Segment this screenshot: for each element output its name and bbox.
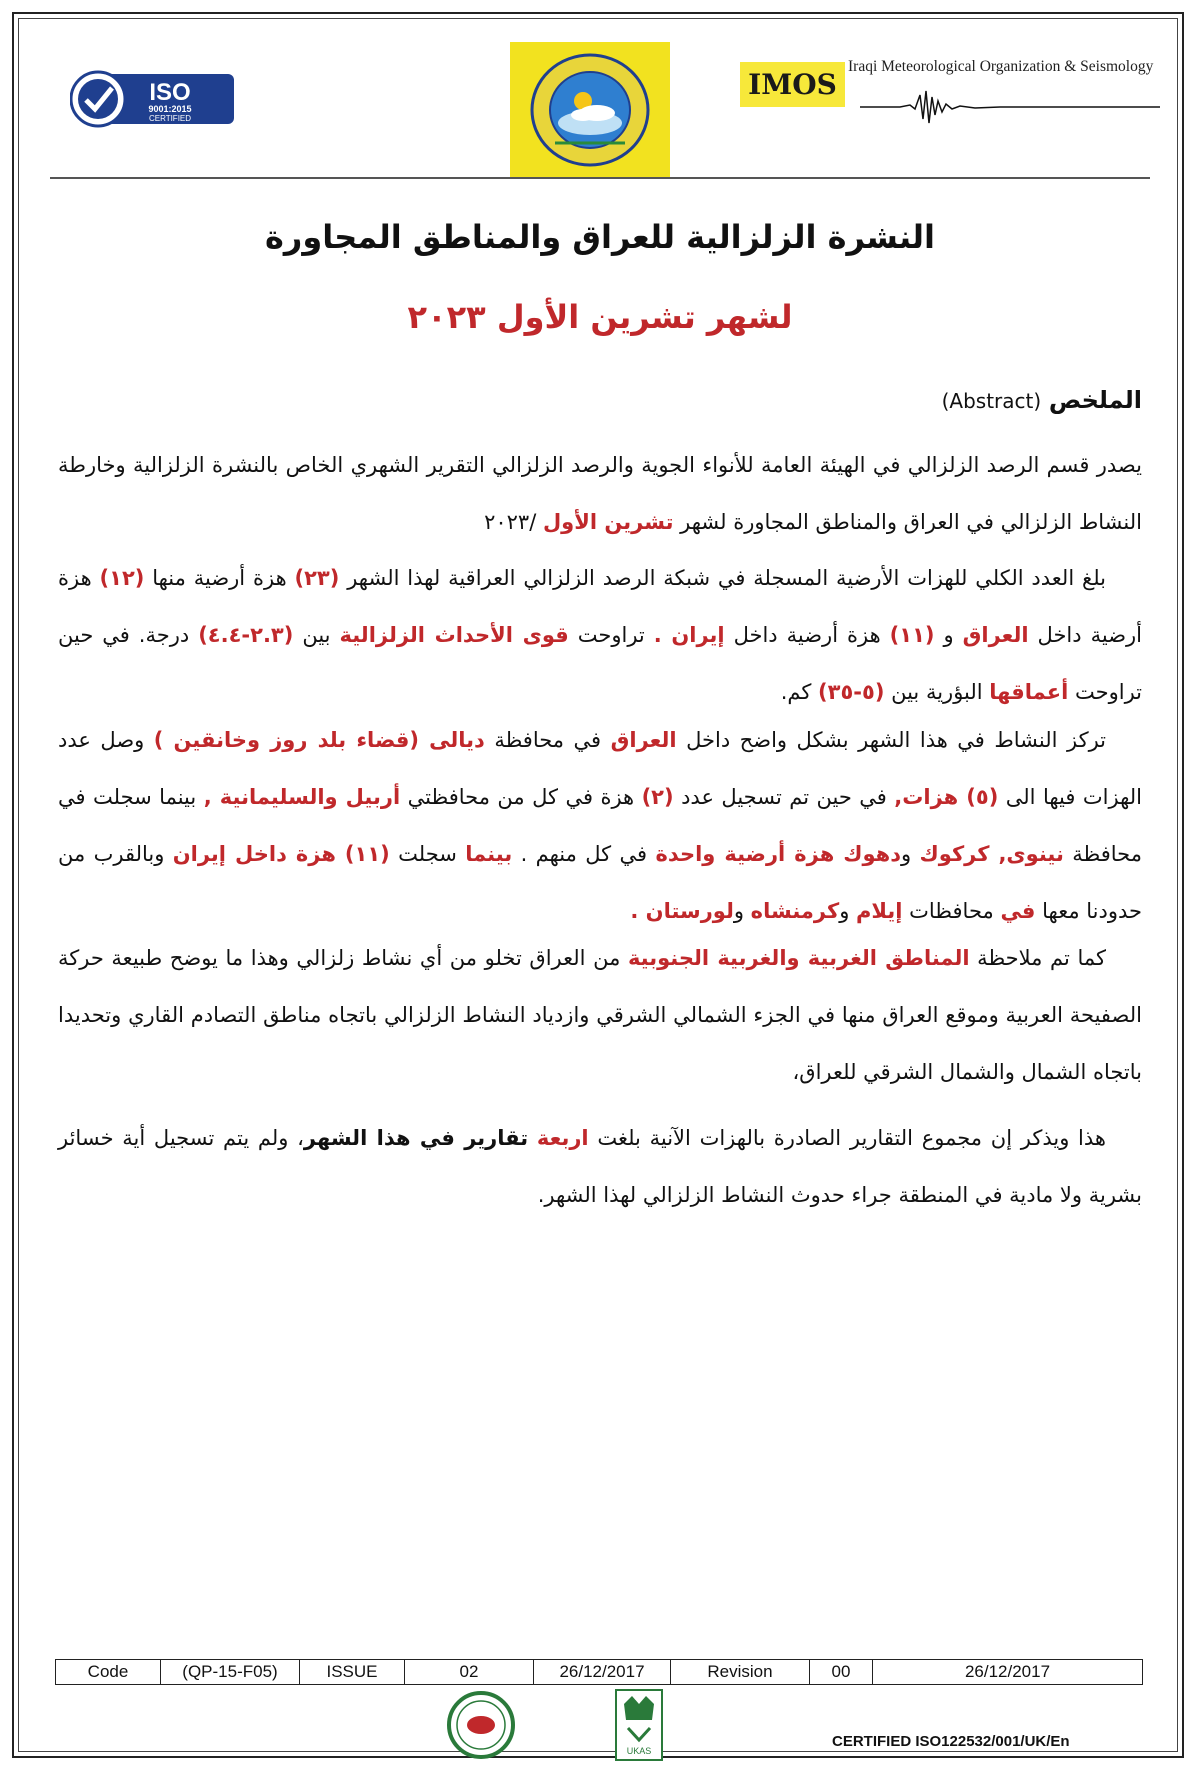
text-segment: وبالقرب من حدودنا معها (58, 842, 1142, 923)
text-segment: هزة أرضية داخل (724, 623, 890, 647)
urs-certification-seal-icon (446, 1690, 516, 1760)
text-segment: درجة. في حين تراوحت (58, 623, 1142, 704)
text-segment: و (839, 899, 857, 923)
highlight-iran-count: (١١) (889, 623, 935, 647)
text-segment: محافظات (902, 899, 1001, 923)
organization-logo (510, 42, 670, 178)
highlight-erbil-sulaymaniyah: أربيل والسليمانية , (203, 785, 401, 809)
code-value: (QP-15-F05) (161, 1660, 300, 1685)
highlight-iraq-count: (١٢) (99, 566, 145, 590)
highlight-total: (٢٣) (294, 566, 340, 590)
highlight-ilam: إيلام (856, 899, 903, 923)
text-segment: هزة أرضية داخل (58, 566, 1142, 647)
highlight-lorestan: لورستان . (630, 899, 734, 923)
text-segment: في محافظة (484, 728, 611, 752)
abstract-paragraph-1 (58, 437, 1142, 551)
highlight-duhok: دهوك هزة أرضية واحدة (655, 842, 902, 866)
text-segment: بين (293, 623, 340, 647)
highlight-reports: تقارير في هذا الشهر (303, 1126, 529, 1150)
issue-date: 26/12/2017 (534, 1660, 671, 1685)
revision-label: Revision (671, 1660, 810, 1685)
text-segment: كم. (780, 680, 819, 704)
certification-number: CERTIFIED ISO122532/001/UK/En (832, 1733, 1070, 1750)
text-segment: و (733, 899, 751, 923)
highlight-diyala: ديالى (قضاء بلد روز وخانقين ) (153, 728, 485, 752)
abstract-heading (942, 386, 1142, 414)
bulletin-month-title: لشهر تشرين الأول ٢٠٢٣ (407, 298, 793, 336)
text-segment: هزة في كل من محافظتي (400, 785, 642, 809)
highlight-iran-count: (١١) هزة داخل إيران (172, 842, 390, 866)
issue-value: 02 (405, 1660, 534, 1685)
abstract-paragraph-5 (58, 1110, 1142, 1224)
text-segment: هذا ويذكر إن مجموع التقارير الصادرة بالهزات الآنية بلغت (588, 1126, 1106, 1150)
text-segment: /٢٠٢٣ (484, 510, 543, 534)
text-segment: يصدر قسم الرصد الزلزالي في الهيئة العامة للأنواء الجوية والرصد الزلزالي التقرير الشهري الخاص بالنشرة الزلزالية وخارطة النشاط الزلزالي في العراق والمناطق المجاورة لشهر (58, 453, 1142, 534)
highlight-depth-range: (٥-٣٥) (818, 680, 885, 704)
text-segment (528, 1126, 537, 1150)
issue-label: ISSUE (300, 1660, 405, 1685)
highlight-five-quakes: (٥) هزات, (894, 785, 999, 809)
revision-value: 00 (810, 1660, 873, 1685)
ukas-accreditation-icon (614, 1688, 664, 1762)
highlight-magnitudes: قوى الأحداث الزلزالية (339, 623, 569, 647)
table-row (56, 1660, 1143, 1685)
iso-standard: 9001:2015 (148, 104, 192, 114)
highlight-nineveh-kirkuk: نينوى, كركوك (919, 842, 1064, 866)
seismogram-icon (860, 85, 1160, 125)
text-segment: في كل منهم . (512, 842, 656, 866)
text-segment: بلغ العدد الكلي للهزات الأرضية المسجلة في شبكة الرصد الزلزالي العراقية لهذا الشهر (339, 566, 1106, 590)
bulletin-title: النشرة الزلزالية للعراق والمناطق المجاورة (265, 218, 935, 256)
text-segment: سجلت (389, 842, 466, 866)
text-segment: هزة أرضية منها (144, 566, 295, 590)
text-segment: وصل عدد الهزات فيها الى (58, 728, 1142, 809)
text-segment: و (934, 623, 963, 647)
highlight-four: اربعة (536, 1126, 589, 1150)
highlight-two: (٢) (641, 785, 674, 809)
text-segment: ، ولم يتم تسجيل أية خسائر بشرية ولا مادية في المنطقة جراء حدوث النشاط الزلزالي لهذا الشهر. (58, 1126, 1142, 1207)
highlight-in: في (1000, 899, 1036, 923)
imos-logo: IMOS (740, 62, 845, 107)
highlight-western-regions: المناطق الغربية والغربية الجنوبية (627, 946, 970, 970)
highlight-iraq: العراق (962, 623, 1029, 647)
iso-mark: ISO (149, 79, 191, 106)
highlight-kermanshah: كرمنشاه (750, 899, 840, 923)
text-segment: كما تم ملاحظة (969, 946, 1106, 970)
text-segment: تراوحت (568, 623, 654, 647)
highlight-while: بينما (465, 842, 513, 866)
org-full-name: Iraqi Meteorological Organization & Seismology (848, 58, 1154, 75)
text-segment: و (901, 842, 920, 866)
abstract-heading-en: (Abstract) (941, 389, 1042, 413)
text-segment: في حين تم تسجيل عدد (673, 785, 895, 809)
abstract-paragraph-2 (58, 550, 1142, 721)
code-label: Code (56, 1660, 161, 1685)
header-divider (50, 177, 1150, 179)
seal-icon (525, 51, 655, 169)
abstract-paragraph-3 (58, 712, 1142, 940)
text-segment: تركز النشاط في هذا الشهر بشكل واضح داخل (676, 728, 1107, 752)
revision-date: 26/12/2017 (873, 1660, 1143, 1685)
abstract-heading-ar: الملخص (1048, 386, 1142, 414)
text-segment: بينما سجلت في محافظة (58, 785, 1142, 866)
document-control-table (55, 1659, 1143, 1685)
ukas-label: UKAS (626, 1746, 652, 1756)
highlight-iran: إيران . (653, 623, 725, 647)
iso-status: CERTIFIED (148, 114, 192, 123)
highlight-magnitude-range: (٢.٣-٤.٤) (198, 623, 294, 647)
abstract-paragraph-4 (58, 930, 1142, 1101)
text-segment: من العراق تخلو من أي نشاط زلزالي وهذا ما يوضح طبيعة حركة الصفيحة العربية وموقع العراق منها في الجزء الشمالي الشرقي وازدياد النشاط الزلزالي باتجاه مناطق التصادم القاري وتحديدا باتجاه الشمال والشمال الشرقي للعراق، (58, 946, 1142, 1084)
highlight-depths: أعماقها (989, 680, 1069, 704)
iso-certified-badge (70, 70, 235, 128)
highlight-iraq: العراق (610, 728, 677, 752)
text-segment: البؤرية بين (884, 680, 990, 704)
highlight-month: تشرين الأول (542, 510, 674, 534)
